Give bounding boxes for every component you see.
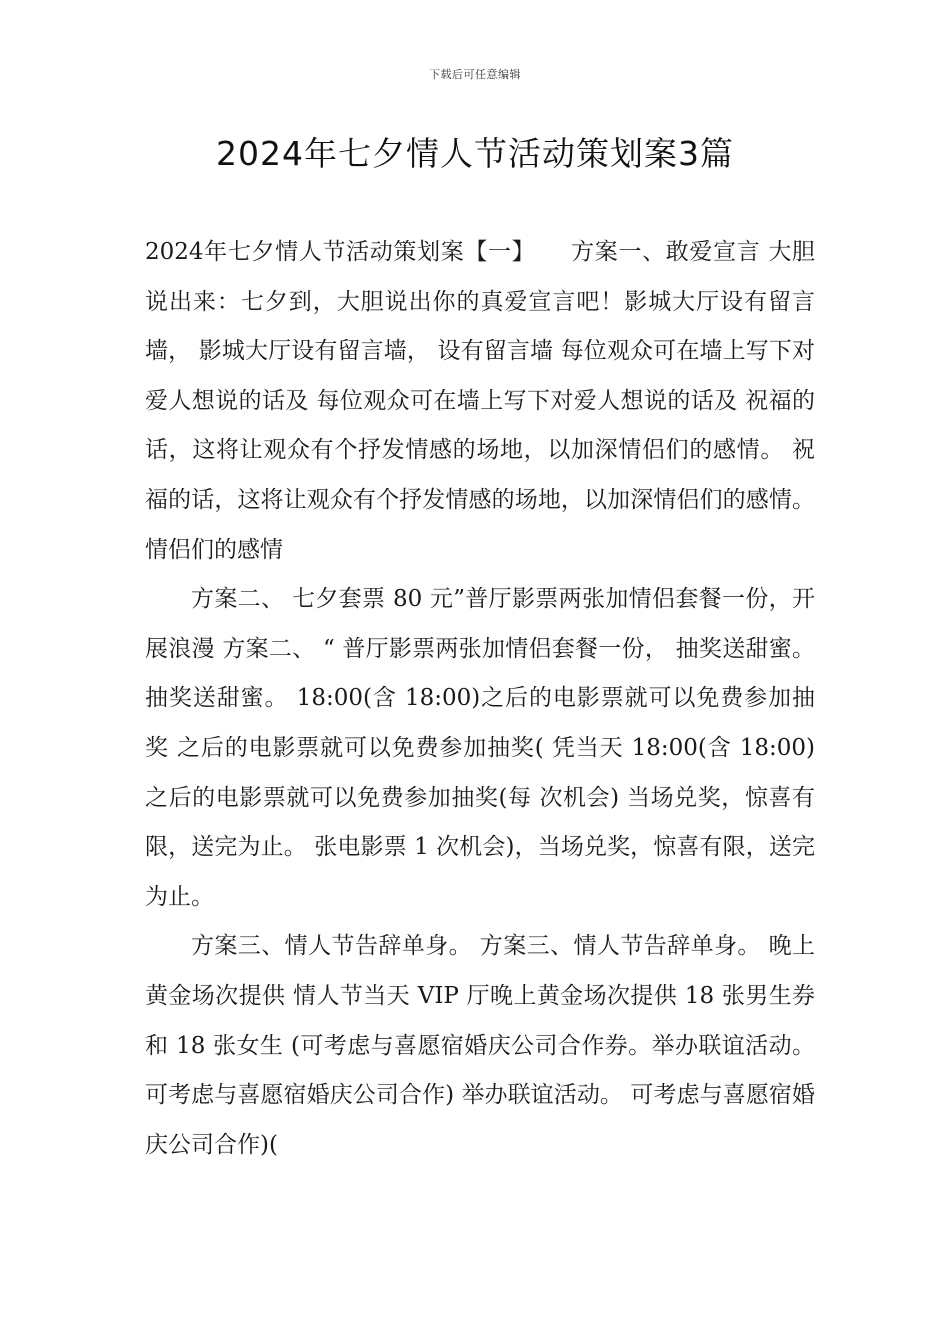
header-note: 下载后可任意编辑 [429,68,521,81]
paragraph-plan-three: 方案三、情人节告辞单身。 方案三、情人节告辞单身。 晚上黄金场次提供 情人节当天 VIP 厅晚上黄金场次提供 18 张男生券和 18 张女生 (可考虑与喜愿宿婚庆公司合作券。举办联谊活动。 可考虑与喜愿宿婚庆公司合作) 举办联谊活动。 可考虑与喜愿宿婚庆公司合作)( [145,933,815,1158]
paragraph-plan-two: 方案二、 七夕套票 80 元”普厅影票两张加情侣套餐一份，开展浪漫 方案二、 “ 普厅影票两张加情侣套餐一份， 抽奖送甜蜜。 抽奖送甜蜜。 18:00(含 18:00)之后的电影票就可以免费参加抽奖 之后的电影票就可以免费参加抽奖( 凭当天 18:00(含 18:00)之后的电影票就可以免费参加抽奖(每 次机会) 当场兑奖，惊喜有限，送完为止。 张电影票 1 次机会)，当场兑奖，惊喜有限，送完为止。 [145,586,815,910]
paragraph-plan-one: 2024年七夕情人节活动策划案【一】 方案一、敢爱宣言 大胆说出来：七夕到，大胆说出你的真爱宣言吧！影城大厅设有留言墙， 影城大厅设有留言墙， 设有留言墙 每位观众可在墙上写下对爱人想说的话及 每位观众可在墙上写下对爱人想说的话及 祝福的话，这将让观众有个抒发情感的场地，以加深情侣们的感情。 祝福的话，这将让观众有个抒发情感的场地，以加深情侣们的感情。 情侣们的感情 [145,239,815,563]
document-title: 2024年七夕情人节活动策划案3篇 [216,134,734,173]
document-body [145,228,815,1170]
